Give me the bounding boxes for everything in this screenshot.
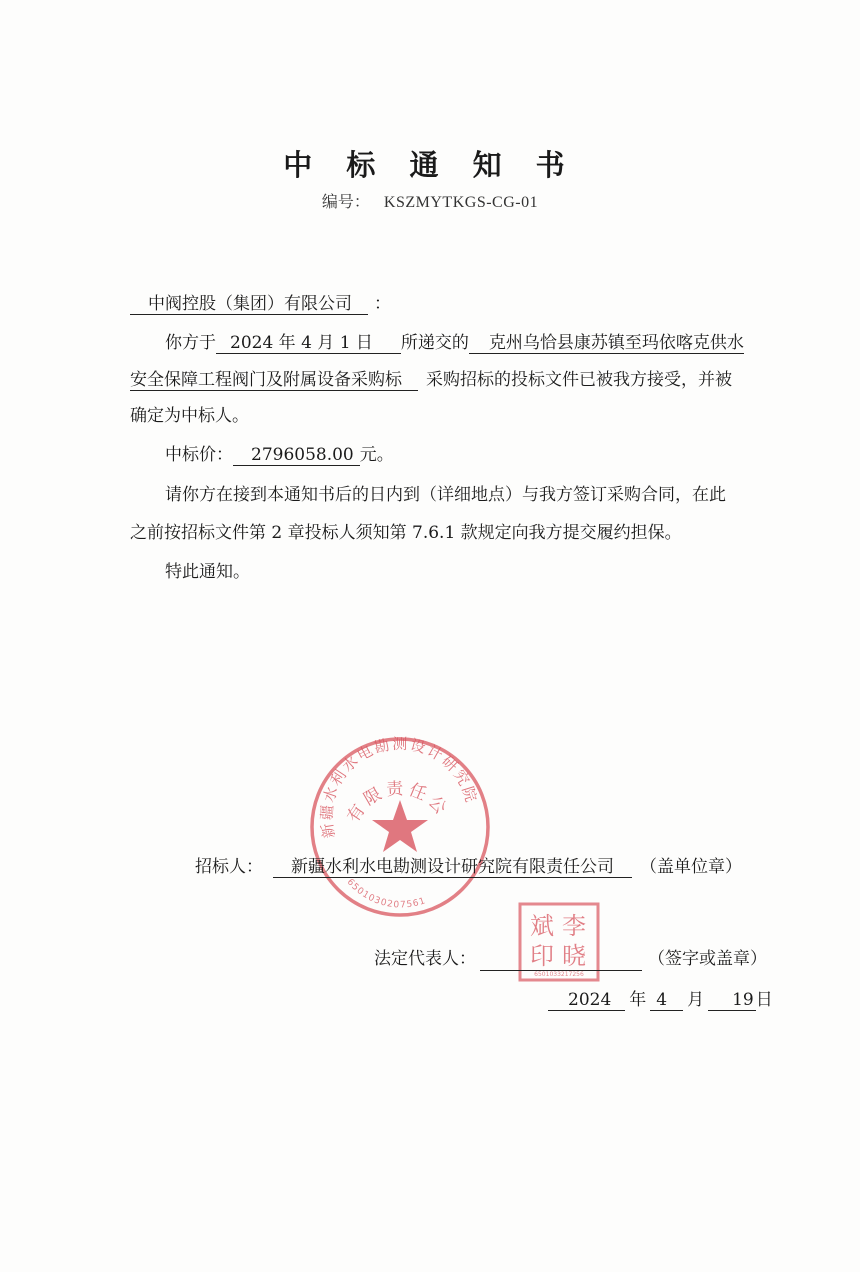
seal-char-4: 印 <box>530 942 554 970</box>
issue-month: 4 <box>650 990 683 1011</box>
issue-year: 2024 <box>548 990 625 1011</box>
project-name-part2: 安全保障工程阀门及附属设备采购标 <box>130 370 418 391</box>
serial-number <box>0 189 860 212</box>
seal-char-2: 斌 <box>530 912 554 940</box>
legal-rep-line <box>374 947 860 971</box>
price-value: 2796058.00 <box>233 445 360 466</box>
official-stamp-graphic <box>305 732 495 922</box>
serial-label: 编号： <box>321 192 370 211</box>
para2-line2: 之前按招标文件第 2 章投标人须知第 7.6.1 款规定向我方提交履约担保。 <box>130 523 682 543</box>
issue-year-label: 年 <box>629 990 647 1010</box>
stamp-ring-text: 新疆水利水电勘测设计研究院 <box>317 734 481 840</box>
para1-line3: 确定为中标人。 <box>130 406 249 426</box>
official-stamp <box>305 732 495 922</box>
para1-mid: 所递交的 <box>400 333 469 353</box>
recipient-line <box>130 292 391 316</box>
tenderer-label: 招标人： <box>195 857 263 877</box>
para1-line2 <box>130 368 732 392</box>
stamp-inner-text: 有限责任公 <box>343 778 453 827</box>
price-unit: 元。 <box>359 445 394 465</box>
para1-suffix1: 采购招标的投标文件已被我方接受，并被 <box>426 370 732 390</box>
issue-month-label: 月 <box>687 990 705 1010</box>
tenderer-line <box>195 855 860 879</box>
tenderer-note: （盖单位章） <box>640 857 742 877</box>
closing-text: 特此通知。 <box>165 562 250 582</box>
submission-date: 2024 年 4 月 1 日 <box>216 333 401 354</box>
legal-rep-note: （签字或盖章） <box>648 949 767 969</box>
tenderer-name: 新疆水利水电勘测设计研究院有限责任公司 <box>273 857 632 878</box>
issue-date <box>548 988 773 1012</box>
project-name-part1: 克州乌恰县康苏镇至玛依喀克供水 <box>469 333 744 354</box>
issue-day: 19 <box>708 990 756 1011</box>
legal-rep-signature-line <box>480 950 642 971</box>
recipient-name: 中阀控股（集团）有限公司 <box>130 294 368 315</box>
price-line <box>165 443 394 467</box>
stamp-star-icon <box>372 800 428 852</box>
seal-code: 6501033217256 <box>534 971 584 978</box>
para1-prefix: 你方于 <box>165 333 216 353</box>
issue-day-label: 日 <box>755 990 773 1010</box>
legal-rep-label: 法定代表人： <box>374 949 476 969</box>
seal-char-1: 李 <box>562 912 586 940</box>
recipient-suffix: ： <box>374 294 391 314</box>
price-label: 中标价： <box>165 445 233 465</box>
stamp-code: 6501030207561 <box>344 877 428 911</box>
seal-char-3: 晓 <box>562 942 586 970</box>
para2-line1: 请你方在接到本通知书后的日内到（详细地点）与我方签订采购合同，在此 <box>165 485 726 505</box>
document-title: 中 标 通 知 书 <box>283 148 577 182</box>
serial-value: KSZMYTKGS-CG-01 <box>383 194 539 211</box>
para1-line1 <box>165 331 744 355</box>
